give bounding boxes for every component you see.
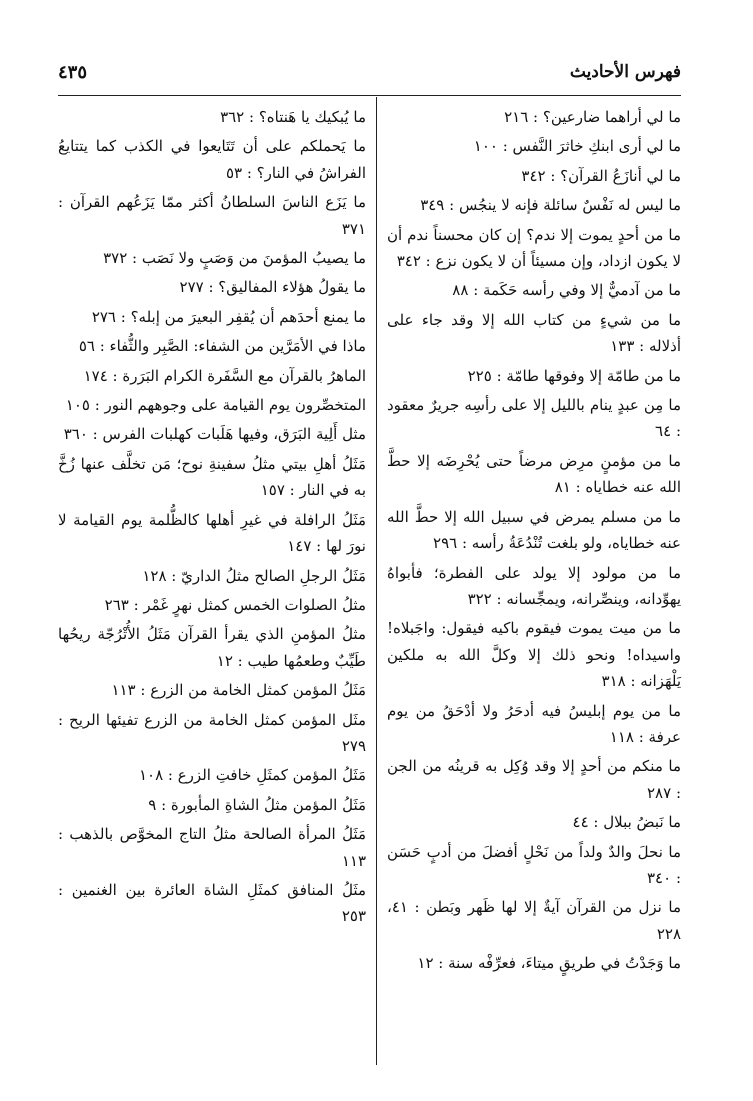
hadith-entry: ما نزل من القرآن آيةٌ إلا لها ظَهر وبَطن : ٤١، ٢٢٨ <box>387 898 681 943</box>
hadith-entry: مَثَلُ المؤمن كمثل الخامة من الزرع : ١١٣ <box>111 681 366 700</box>
hadith-entry: ما لي أراهما ضارعين؟ : ٢١٦ <box>504 108 681 126</box>
hadith-entry: ما لي أنازَعُ القرآن؟ : ٣٤٢ <box>521 166 681 185</box>
hadith-entry: مثل أَلِية البَرَق، وفيها هَلَبات كهلبات الفرس : ٣٦٠ <box>63 425 366 444</box>
hadith-entry: مَثَلُ المؤمن مثلُ الشاةِ المأبورة : ٩ <box>148 795 366 814</box>
running-title: فهرس الأحاديث <box>569 62 681 82</box>
hadith-entry: ما مِن عبدٍ ينام بالليل إلا على رأسِه جريرٌ معقود : ٦٤ <box>387 396 681 441</box>
hadith-entry: ما نحلَ والدٌ ولداً من نَحْلٍ أفضلَ من أدبٍ حَسَن : ٣٤٠ <box>387 842 681 887</box>
hadith-entry: ما من أحدٍ يموت إلا ندم؟ إن كان محسناً ندم أن لا يكون ازداد، وإن مسيئاً أن لا يكون نزع : ٣٤٢ <box>387 225 681 271</box>
hadith-entry: المتخصِّرون يوم القيامة على وجوههم النور : ١٠٥ <box>65 396 366 415</box>
hadith-entry: ما من ميت يموت فيقوم باكيه فيقول: واجَبلاه! واسيداه! ونحو ذلك إلا وكلَّ الله به ملكين يَلْهَزانه : ٣١٨ <box>387 619 681 691</box>
hadith-entry: مَثَلُ الرجلِ الصالح مثلُ الداريّ : ١٢٨ <box>142 566 366 585</box>
hadith-entry: ما يقولُ هؤلاء المفاليق؟ : ٢٧٧ <box>179 278 366 297</box>
hadith-entry: ماذا في الأمَرَّين من الشفاء: الصَّبِر والثُّفاء : ٥٦ <box>78 337 366 356</box>
right-column <box>387 104 681 980</box>
hadith-entry: ما يُبكيك يا هَنتاه؟ : ٣٦٢ <box>220 108 366 126</box>
hadith-entry: مَثَلُ المرأة الصالحة مثلُ التاج المخوَّص بالذهب : ١١٣ <box>58 825 366 870</box>
hadith-entry: ما من طامّة إلا وفوقها طامّة : ٢٢٥ <box>467 366 681 385</box>
hadith-entry: ما منكم من أحدٍ إلا وقد وُكِل به قرينُه من الجن : ٢٨٧ <box>387 757 681 802</box>
hadith-entry: مَثَلُ أهلِ بيتي مثلُ سفينةِ نوح؛ مَن تخلَّف عنها زُخَّ به في النار : ١٥٧ <box>58 454 366 500</box>
hadith-entry: مثلُ المؤمنِ الذي يقرأ القرآن مَثَلُ الأُتْرُجّة ريحُها طَيِّبٌ وطعمُها طيب : ١٢ <box>58 625 366 670</box>
hadith-entry: ما من مؤمنٍ مرِض مرضاً حتى يُحْرِضَه إلا حطَّ الله عنه خطاياه : ٨١ <box>387 451 681 497</box>
page-number: ٤٣٥ <box>58 62 88 83</box>
hadith-entry: ما من مسلم يمرض في سبيل الله إلا حطَّ الله عنه خطاياه، ولو بلغت تُنْدُعَةُ رأسه : ٢٩٦ <box>387 507 681 553</box>
hadith-entry: الماهرُ بالقرآن مع السَّفَرة الكرام البَرَرة : ١٧٤ <box>83 366 366 385</box>
hadith-entry: ما من آدميٌّ إلا وفي رأسه حَكَمة : ٨٨ <box>452 281 681 300</box>
hadith-entry: ما يَزَع الناسَ السلطانُ أكثر ممّا يَزَعُهم القرآن : ٣٧١ <box>58 193 366 238</box>
hadith-entry: ما من شيءٍ من كتاب الله إلا وقد جاء على أذلاله : ١٣٣ <box>387 310 681 356</box>
hadith-entry: ما لي أرى ابنكِ خاثرَ النَّفس : ١٠٠ <box>473 137 681 156</box>
hadith-entry: ما وَجَدْتُ في طريقٍ ميتاءَ، فعرِّفْه سنة : ١٢ <box>417 954 681 973</box>
hadith-entry: ما يمنع أحدَهم أن يُقفِر البعيرَ من إبله؟ : ٢٧٦ <box>91 307 366 326</box>
hadith-entry: مثَل المؤمن كمثل الخامة من الزرع تفيئها الريح : ٢٧٩ <box>58 710 366 755</box>
hadith-entry: مَثَلُ المؤمن كمثَلِ خافتِ الزرع : ١٠٨ <box>138 766 366 785</box>
hadith-entry: ما نَبضُ ببلال : ٤٤ <box>572 813 681 832</box>
hadith-entry: ما يَحملكم على أن تَتَايعوا في الكذب كما يتتايعُ الفراشُ في النار؟ : ٥٣ <box>58 137 366 182</box>
hadith-entry: ما ليس له نَفْسٌ سائلة فإنه لا ينجُس : ٣٤٩ <box>420 196 681 215</box>
hadith-entry: ما يصيبُ المؤمنَ من وَصَبٍ ولا نَصَب : ٣٧٢ <box>103 249 366 268</box>
hadith-entry: مَثَلُ الرافلة في غيرِ أهلها كالظُّلمة يوم القيامة لا نورَ لها : ١٤٧ <box>58 510 366 556</box>
hadith-entry: مثلُ الصلوات الخمس كمثل نهرٍ غَمْر : ٢٦٣ <box>104 595 366 614</box>
header-rule <box>58 95 681 96</box>
hadith-entry: ما من مولود إلا يولد على الفطرة؛ فأبواهُ يهوِّدانه، وينصِّرانه، ويمجِّسانه : ٣٢٢ <box>387 563 681 608</box>
left-column <box>58 104 366 933</box>
hadith-entry: ما من يوم إبليسُ فيه أدحَرُ ولا أدْحَقُ من يوم عرفة : ١١٨ <box>387 701 681 746</box>
hadith-entry: مثَلُ المنافق كمثَلِ الشاة العائرة بين الغنمين : ٢٥٣ <box>58 880 366 926</box>
column-divider <box>376 97 377 1065</box>
